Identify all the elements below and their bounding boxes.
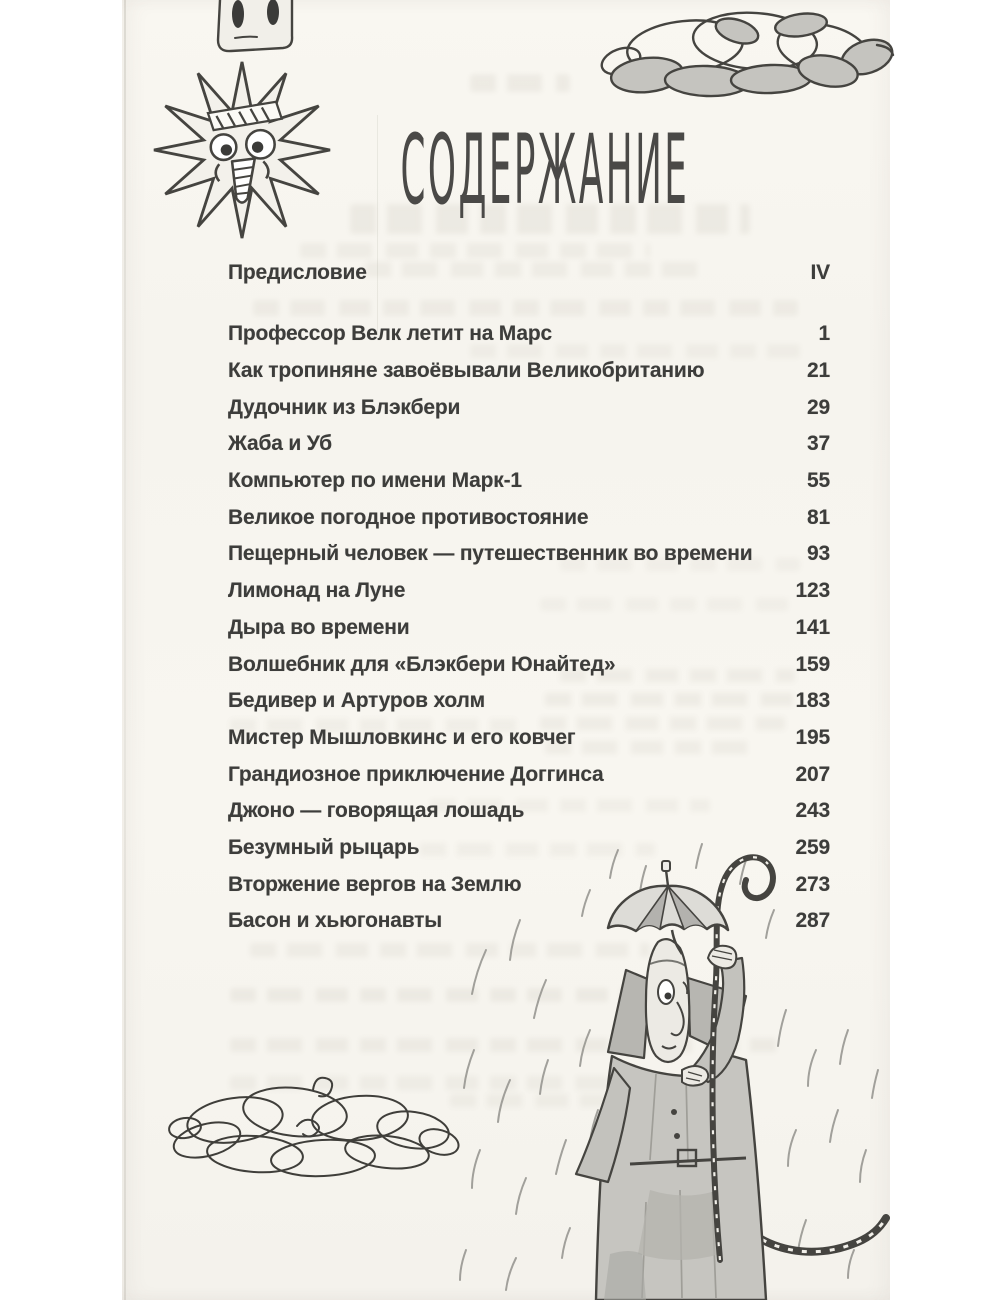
- toc-entry-page: 29: [807, 395, 830, 419]
- toc-entry: [228, 646, 830, 683]
- toc-entry-page: 195: [795, 725, 830, 749]
- toc-entry-label: Дудочник из Блэкбери: [228, 395, 461, 419]
- toc-entry-label: Джоно — говорящая лошадь: [228, 799, 525, 823]
- toc-entry-page: 81: [807, 505, 830, 529]
- toc-entry: [228, 683, 830, 720]
- toc-entry-label: Компьютер по имени Марк-1: [228, 469, 522, 493]
- paper-surface: [122, 0, 890, 1300]
- toc-entry-label: Лимонад на Луне: [228, 579, 406, 603]
- toc-entry: [228, 610, 830, 647]
- toc-entry-label: Профессор Велк летит на Марс: [228, 322, 552, 346]
- toc-entry: [228, 499, 830, 536]
- toc-entry: [228, 536, 830, 573]
- toc-entry: [228, 463, 830, 500]
- toc-entry: [228, 756, 830, 793]
- toc-entry-label: Предисловие: [228, 261, 367, 284]
- toc-entry-page: 243: [795, 799, 830, 823]
- toc-entry-page: 207: [795, 762, 830, 786]
- toc-entry: [228, 830, 830, 867]
- toc-entry: [228, 903, 830, 940]
- toc-entry: [228, 389, 830, 426]
- toc-entry-label: Пещерный человек — путешественник во времени: [228, 542, 753, 566]
- page-title: СОДЕРЖАНИЕ: [400, 116, 690, 227]
- toc-entry: [228, 353, 830, 390]
- toc-entry: [228, 793, 830, 830]
- toc-entry-page: 273: [795, 872, 830, 896]
- toc-entry-page: 259: [795, 835, 830, 859]
- toc-entry-label: Дыра во времени: [228, 615, 410, 639]
- toc-entry-page: 55: [807, 469, 830, 493]
- toc-entry-label: Безумный рыцарь: [228, 835, 420, 859]
- striped-tail: [750, 1218, 886, 1252]
- toc-entry-label: Жаба и Уб: [228, 432, 332, 456]
- toc-entry-page: 37: [807, 432, 830, 456]
- toc-entry-label: Басон и хьюгонавты: [228, 909, 442, 933]
- cloud-bottom-left-illustration: [155, 1068, 465, 1188]
- toc-entry-page: 123: [795, 579, 830, 603]
- toc-entry: [228, 426, 830, 463]
- toc-entry-page: 93: [807, 542, 830, 566]
- cloud-top-right-illustration: [585, 5, 900, 110]
- toc-entry-label: Великое погодное противостояние: [228, 505, 589, 529]
- toc-entry: [228, 316, 830, 353]
- table-of-contents: [228, 256, 830, 940]
- toc-entry-page: 183: [795, 689, 830, 713]
- toc-entry: [228, 573, 830, 610]
- toc-entry-page: 1: [818, 322, 830, 346]
- toc-entry-label: Вторжение вергов на Землю: [228, 872, 522, 896]
- bleed-through-text: [470, 74, 570, 92]
- outline-cloud-sketch: [155, 1068, 465, 1188]
- toc-entry-page: 141: [795, 615, 830, 639]
- shaded-cloud-sketch: [585, 5, 900, 110]
- page-crease: [124, 0, 126, 1300]
- toc-entry-page: 21: [807, 359, 830, 383]
- toc-entry-label: Волшебник для «Блэкбери Юнайтед»: [228, 652, 616, 676]
- toc-entry-page: IV: [810, 261, 830, 284]
- toc-entry-label: Мистер Мышловкинс и его ковчег: [228, 725, 576, 749]
- toc-entry: [228, 866, 830, 903]
- toc-entry-label: Как тропиняне завоёвывали Великобританию: [228, 359, 705, 383]
- toc-entry-label: Грандиозное приключение Доггинса: [228, 762, 604, 786]
- toc-entry-page: 159: [795, 652, 830, 676]
- toc-entry: [228, 256, 830, 290]
- toc-entry: [228, 720, 830, 757]
- toc-entry-label: Бедивер и Артуров холм: [228, 689, 485, 713]
- toc-entry-list: [228, 316, 830, 940]
- toc-entry-page: 287: [795, 909, 830, 933]
